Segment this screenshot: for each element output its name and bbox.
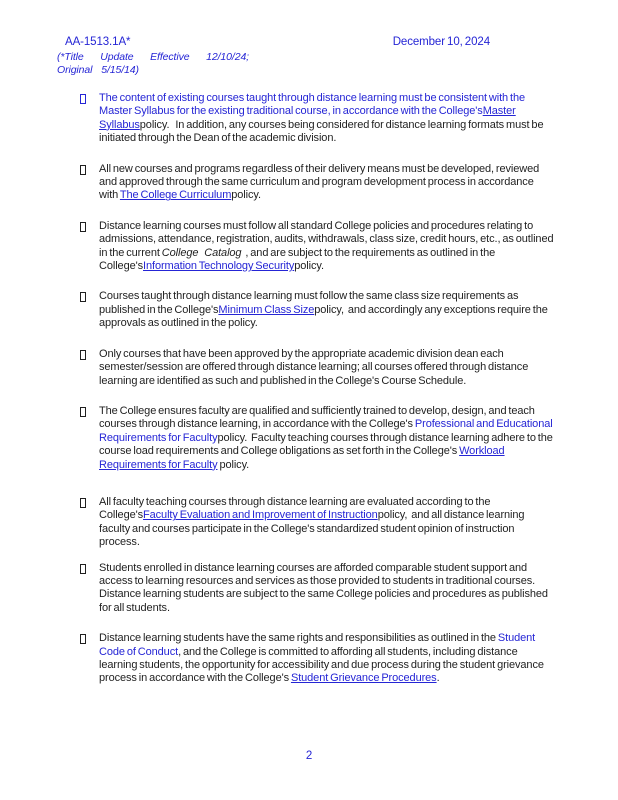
title-update-note <box>57 51 249 77</box>
bullet-item <box>80 290 554 330</box>
bullet-text <box>99 92 554 146</box>
text-segment: Distance learning courses must follow all standard College policies and procedures relating to admissions, attendance, registration, audits, withdrawals, class size, credit hours, etc., as outlined in the current <box>99 219 554 259</box>
bullet-item <box>80 220 554 274</box>
bullet-item <box>80 496 554 550</box>
bullet-item <box>80 163 554 203</box>
text-segment: , and are subject to the requirements as outlined in the College's <box>99 246 496 273</box>
text-segment: policy, and all distance learning faculty and courses participate in the College's standardized student opinion of instruction process. <box>99 509 525 549</box>
bullet-list <box>0 92 618 686</box>
link-the-college-curriculum[interactable]: The College Curriculum <box>119 189 232 202</box>
text-segment: All new courses and programs regardless of their delivery means must be developed, reviewed and approved through the same curriculum and program development process in accordance with <box>99 162 540 202</box>
text-segment: policy. <box>231 189 261 202</box>
bullet-item <box>80 632 554 686</box>
bullet-marker-icon <box>80 564 86 574</box>
bullet-marker-icon <box>80 165 86 175</box>
bullet-item <box>80 405 554 472</box>
text-segment: The content of existing courses taught through distance learning must be consistent with the Master Syllabus for the existing traditional course, in accordance with the College's <box>99 92 526 118</box>
bullet-marker-icon <box>80 292 86 302</box>
bullet-marker-icon <box>80 94 86 104</box>
bullet-text <box>99 562 554 616</box>
link-minimum-class-size[interactable]: Minimum Class Size <box>218 303 315 316</box>
bullet-text <box>99 220 554 274</box>
text-segment: policy. Faculty teaching courses through distance learning adhere to the course load requirements and College obligations as set forth in the College's <box>99 431 553 458</box>
bullet-text <box>99 348 554 388</box>
bullet-marker-icon <box>80 407 86 417</box>
bullet-marker-icon <box>80 498 86 508</box>
link-information-technology-security[interactable]: Information Technology Security <box>143 260 295 273</box>
page-number: 2 <box>305 750 313 762</box>
doc-code: AA-1513.1A* <box>65 36 131 48</box>
bullet-item <box>80 348 554 388</box>
text-segment: Courses taught through distance learning must follow the same class size requirements as published in the College's <box>99 290 519 316</box>
bullet-marker-icon <box>80 350 86 360</box>
link-workload-requirements-for-faculty[interactable]: Workload Requirements for Faculty <box>99 445 505 471</box>
bullet-marker-icon <box>80 222 86 232</box>
bullet-text <box>99 405 554 472</box>
bullet-text <box>99 632 554 686</box>
title-update-note-line2: Original 5/15/14) <box>57 64 139 76</box>
text-segment: Only courses that have been approved by the appropriate academic division dean each semester/session are offered through distance learning; all courses offered through distance learning are identified as such and published in the College's Course Schedule. <box>99 347 529 387</box>
bullet-text <box>99 496 554 550</box>
text-segment: Professional and Educational Requirements for Faculty <box>99 418 553 444</box>
bullet-text <box>99 163 554 203</box>
bullet-item <box>80 562 554 616</box>
text-segment: . <box>436 672 440 685</box>
text-segment: All faculty teaching courses through distance learning are evaluated according to the College's <box>99 495 491 522</box>
bullet-marker-icon <box>80 634 86 644</box>
text-segment: policy. In addition, any courses being considered for distance learning formats must be initiated through the Dean of the academic division. <box>99 118 544 145</box>
text-segment: policy. <box>217 458 250 471</box>
bullet-text <box>99 290 554 330</box>
link-student-grievance-procedures[interactable]: Student Grievance Procedures <box>290 672 437 685</box>
text-segment: The College ensures faculty are qualified and sufficiently trained to develop, design, and teach courses through distance learning, in accordance with the College's <box>99 404 535 431</box>
text-segment: policy, and accordingly any exceptions require the approvals as outlined in the policy. <box>99 303 548 330</box>
bullet-item <box>80 92 554 146</box>
title-update-note-line1: (*Title Update Effective 12/10/24; <box>57 51 249 63</box>
text-segment: Students enrolled in distance learning courses are afforded comparable student support and access to learning resources and services as those provided to students in traditional courses. Distance learning students are subject to the same College policies and procedures as published for all students. <box>99 561 548 614</box>
document-header <box>0 0 618 48</box>
link-master-syllabus[interactable]: Master Syllabus <box>99 105 516 131</box>
text-segment: Student Code of Conduct <box>99 632 536 658</box>
link-faculty-evaluation-and-improvement-of-instruction[interactable]: Faculty Evaluation and Improvement of Instruction <box>143 509 378 522</box>
doc-date: December 10, 2024 <box>392 36 490 48</box>
text-segment: College Catalog <box>161 246 242 259</box>
text-segment: policy. <box>294 260 324 273</box>
text-segment: Distance learning students have the same rights and responsibilities as outlined in the <box>99 632 498 645</box>
text-segment: , and the College is committed to affording all students, including distance learning students, the opportunity for accessibility and due process during the student grievance process in accordance with the College's <box>99 645 544 685</box>
